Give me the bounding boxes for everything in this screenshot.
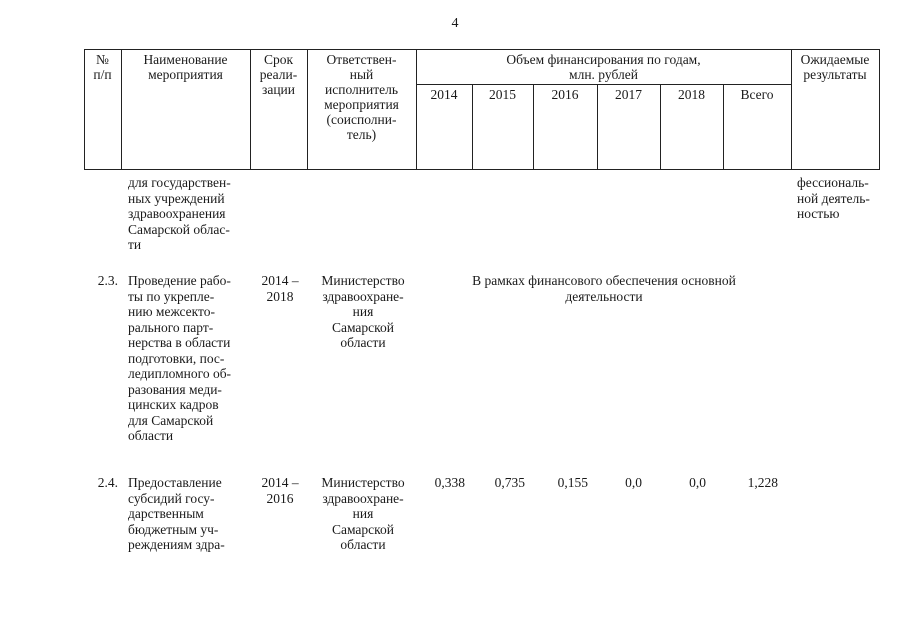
value-2015: 0,735 bbox=[494, 475, 525, 490]
row-number: 2.3. bbox=[97, 273, 118, 288]
header-num: № п/п bbox=[93, 52, 112, 82]
funding-values bbox=[0, 475, 905, 491]
continued-name-cell: для государствен- ных учреждений здравоохранения Самарской облас- ти bbox=[128, 175, 231, 252]
value-total: 1,228 bbox=[747, 475, 778, 490]
header-responsible: Ответствен- ный исполнитель мероприятия (соисполни- тель) bbox=[324, 52, 399, 142]
responsible-executor: Министерство здравоохране- ния Самарской области bbox=[321, 273, 405, 350]
header-year-2017: 2017 bbox=[615, 87, 642, 102]
header-year-2015: 2015 bbox=[489, 87, 516, 102]
header-funding: Объем финансирования по годам, млн. рублей bbox=[506, 52, 701, 82]
header-year-2014: 2014 bbox=[430, 87, 458, 102]
value-2018: 0,0 bbox=[689, 475, 706, 490]
responsible-executor: Министерство здравоохране- ния Самарской области bbox=[321, 475, 405, 552]
implementation-term: 2014 – 2018 bbox=[261, 273, 299, 304]
page-number: 4 bbox=[451, 16, 459, 31]
header-year-2018: 2018 bbox=[678, 87, 705, 102]
activity-name: Предоставление субсидий госу- дарственным бюджетным уч- реждениям здра- bbox=[128, 475, 225, 552]
header-year-2016: 2016 bbox=[551, 87, 579, 102]
value-2016: 0,155 bbox=[557, 475, 588, 490]
header-total: Всего bbox=[740, 87, 774, 102]
activity-name: Проведение рабо- ты по укрепле- нию межсекто- рального парт- нерства в области подготовки, пос- ледипломного об- разования меди- цинских кадров для Самарской области bbox=[128, 273, 232, 443]
header-name: Наименование мероприятия bbox=[143, 52, 228, 82]
header-results: Ожидаемые результаты bbox=[800, 52, 870, 82]
funding-note: В рамках финансового обеспечения основной деятельности bbox=[472, 273, 736, 304]
implementation-term: 2014 – 2016 bbox=[261, 475, 299, 506]
value-2014: 0,338 bbox=[434, 475, 465, 490]
header-term: Срок реали- зации bbox=[259, 52, 298, 97]
row-number: 2.4. bbox=[97, 475, 118, 490]
continued-result-cell: фессиональ- ной деятель- ностью bbox=[797, 175, 870, 221]
value-2017: 0,0 bbox=[625, 475, 642, 490]
